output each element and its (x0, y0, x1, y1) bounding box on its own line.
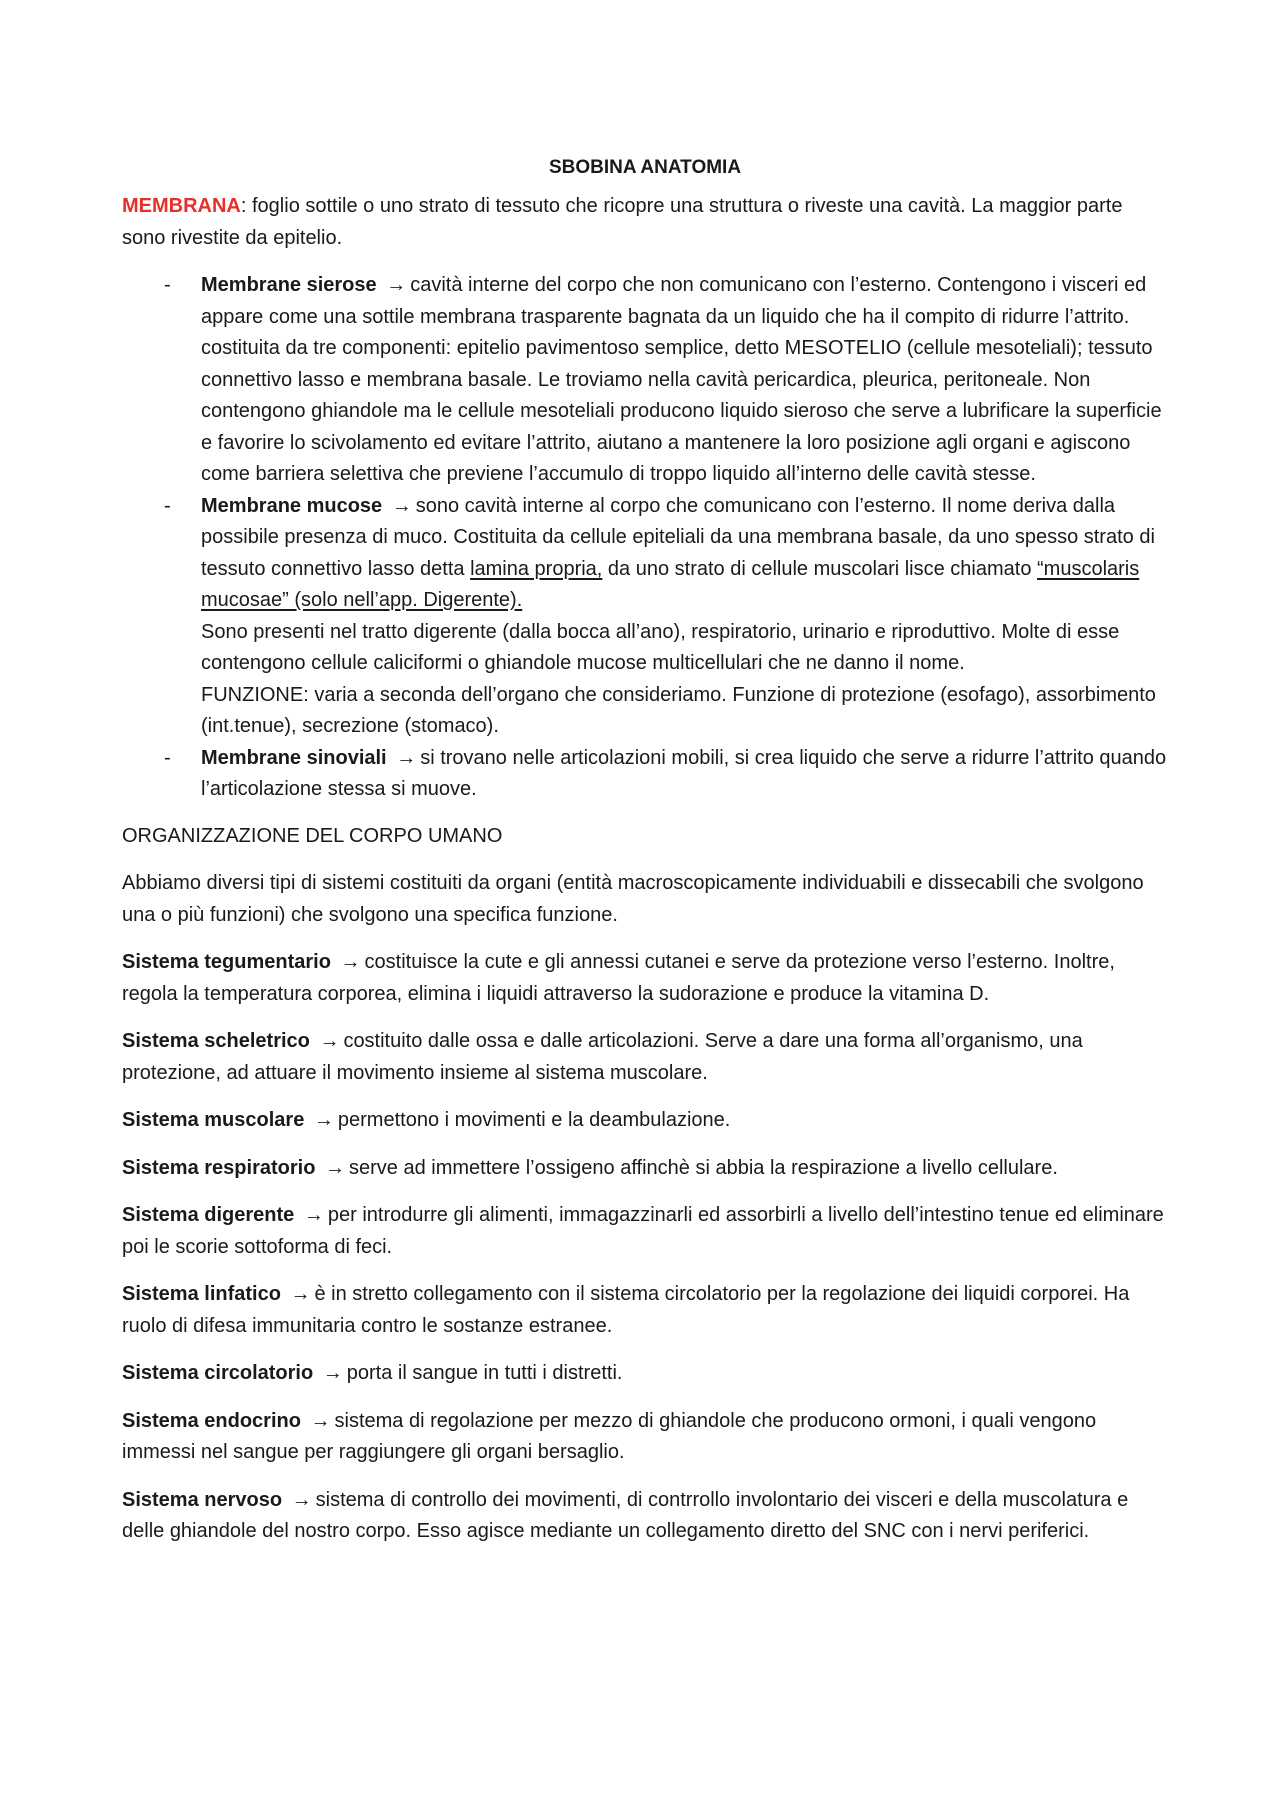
arrow-icon: → (391, 494, 412, 517)
system-term: Sistema digerente (122, 1204, 295, 1226)
system-muscolare (122, 1105, 1168, 1137)
underlined-muscolaris-mucosae: “muscolaris mucosae” (solo nell’app. Digerente). (201, 557, 1140, 611)
system-nervoso (122, 1485, 1168, 1548)
system-term: Sistema linfatico (122, 1283, 281, 1305)
arrow-icon: → (340, 951, 361, 973)
system-text: per introdurre gli alimenti, immagazzinarli ed assorbirli a livello dell’intestino tenue ed eliminare poi le scorie sottoforma di feci. (122, 1204, 1164, 1258)
system-term: Sistema tegumentario (122, 951, 331, 973)
system-text: serve ad immettere l’ossigeno affinchè si abbia la respirazione a livello cellulare. (348, 1156, 1058, 1179)
list-item-membrane-sierose (122, 270, 1168, 491)
text-membrane-mucose-locations: Sono presenti nel tratto digerente (dalla bocca all’ano), respiratorio, urinario e riproduttivo. Molte di esse contengono cellule caliciformi o ghiandole mucose multicellulari che ne danno il nome. (201, 620, 1120, 674)
system-text: sistema di regolazione per mezzo di ghiandole che producono ormoni, i quali vengono immessi nel sangue per raggiungere gli organi bersaglio. (122, 1409, 1097, 1463)
system-term: Sistema scheletrico (122, 1030, 310, 1052)
arrow-icon: → (303, 1204, 324, 1226)
system-digerente (122, 1200, 1168, 1263)
arrow-icon: → (319, 1030, 340, 1052)
system-text: costituisce la cute e gli annessi cutanei e serve da protezione verso l’esterno. Inoltre, regola la temperatura corporea, elimina i liquidi attraverso la sudorazione e produce la vitamina D. (122, 951, 1115, 1005)
system-scheletrico (122, 1026, 1168, 1089)
system-term: Sistema endocrino (122, 1409, 301, 1432)
arrow-icon: → (322, 1362, 343, 1384)
system-linfatico (122, 1279, 1168, 1342)
arrow-icon: → (310, 1409, 331, 1432)
document-title: SBOBINA ANATOMIA (548, 157, 742, 178)
term-membrane-sierose: Membrane sierose (201, 274, 377, 296)
text-membrane-mucose-a: sono cavità interne al corpo che comunicano con l’esterno. Il nome deriva dalla possibile presenza di muco. Costituita da cellule epiteliali da una membrana basale, da uno spesso strato di tessuto connettivo lasso detta (201, 494, 1155, 580)
system-text: è in stretto collegamento con il sistema circolatorio per la regolazione dei liquidi corporei. Ha ruolo di difesa immunitaria contro le sostanze estranee. (122, 1283, 1130, 1337)
system-respiratorio (122, 1153, 1168, 1185)
system-text: permettono i movimenti e la deambulazione. (337, 1109, 731, 1131)
list-bullet: - (164, 494, 171, 517)
text-membrane-mucose-b: da uno strato di cellule muscolari lisce chiamato (602, 557, 1038, 580)
system-term: Sistema circolatorio (122, 1362, 314, 1384)
term-membrane-sinoviali: Membrane sinoviali (201, 746, 387, 769)
text-membrane-sinoviali: si trovano nelle articolazioni mobili, si crea liquido che serve a ridurre l’attrito quando l’articolazione stessa si muove. (201, 746, 1167, 800)
system-term: Sistema respiratorio (122, 1156, 316, 1179)
system-text: costituito dalle ossa e dalle articolazioni. Serve a dare una forma all’organismo, una protezione, ad attuare il movimento insieme al sistema muscolare. (122, 1030, 1083, 1084)
system-text: sistema di controllo dei movimenti, di contrrollo involontario dei visceri e della muscolatura e delle ghiandole del nostro corpo. Esso agisce mediante un collegamento diretto del SNC con i nervi periferici. (122, 1488, 1129, 1542)
list-item-membrane-sinoviali (122, 743, 1168, 806)
membrana-term: MEMBRANA (122, 195, 241, 217)
list-item-membrane-mucose (122, 491, 1168, 743)
list-bullet: - (164, 746, 171, 769)
term-membrane-mucose: Membrane mucose (201, 494, 383, 517)
list-bullet: - (164, 274, 171, 296)
section-intro: Abbiamo diversi tipi di sistemi costituiti da organi (entità macroscopicamente individuabili e dissecabili che svolgono una o più funzioni) che svolgono una specifica funzione. (122, 872, 1144, 926)
text-membrane-mucose-function: FUNZIONE: varia a seconda dell’organo che consideriamo. Funzione di protezione (esofago), assorbimento (int.tenue), secrezione (stomaco). (201, 683, 1156, 737)
text-membrane-sierose: cavità interne del corpo che non comunicano con l’esterno. Contengono i visceri ed appare come una sottile membrana trasparente bagnata da un liquido che ha il compito di ridurre l’attrito. costituita da tre componenti: epitelio pavimentoso semplice, detto MESOTELIO (cellule mesoteliali); tessuto connettivo lasso e membrana basale. Le troviamo nella cavità pericardica, pleurica, peritoneale. Non contengono ghiandole ma le cellule mesoteliali producono liquido sieroso che serve a lubrificare la superficie e favorire lo scivolamento ed evitare l’attrito, aiutano a mantenere la loro posizione agli organi e agiscono come barriera selettiva che previene l’accumulo di troppo liquido all’interno delle cavità stesse. (201, 274, 1162, 485)
system-term: Sistema muscolare (122, 1109, 305, 1131)
system-tegumentario (122, 947, 1168, 1010)
system-term: Sistema nervoso (122, 1488, 283, 1511)
arrow-icon: → (324, 1156, 345, 1179)
system-endocrino (122, 1406, 1168, 1469)
membrane-types-list (122, 270, 1168, 806)
membrana-definition (122, 191, 1168, 254)
section-heading: ORGANIZZAZIONE DEL CORPO UMANO (122, 824, 503, 847)
arrow-icon: → (313, 1109, 334, 1131)
system-text: porta il sangue in tutti i distretti. (346, 1362, 623, 1384)
arrow-icon: → (290, 1283, 311, 1305)
membrana-text: : foglio sottile o uno strato di tessuto che ricopre una struttura o riveste una cavità. La maggior parte sono rivestite da epitelio. (122, 195, 1123, 249)
arrow-icon: → (396, 746, 417, 769)
arrow-icon: → (386, 274, 407, 296)
underlined-lamina-propria: lamina propria, (470, 557, 603, 580)
system-circolatorio (122, 1358, 1168, 1390)
arrow-icon: → (291, 1488, 312, 1511)
document-body (122, 152, 1168, 1564)
